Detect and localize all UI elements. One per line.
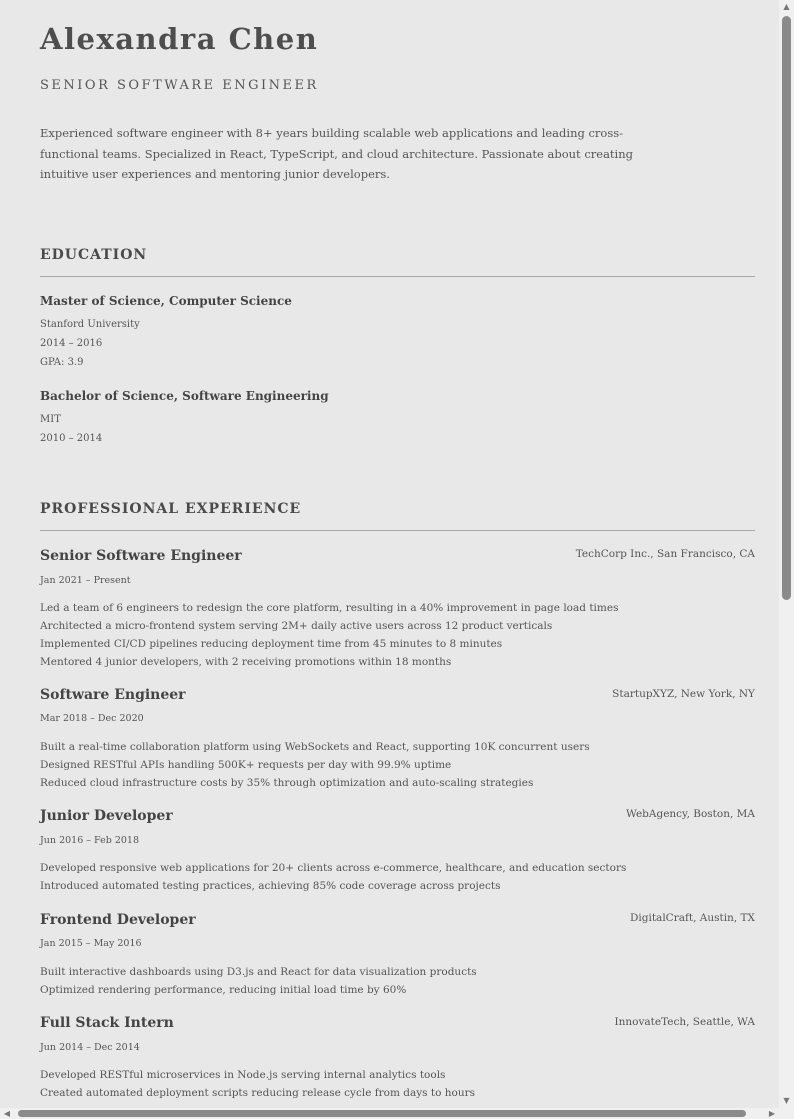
job-bullet: Architected a micro-frontend system serving 2M+ daily active users across 12 product verticals	[40, 620, 553, 632]
job-bullet: Designed RESTful APIs handling 500K+ requests per day with 99.9% uptime	[40, 759, 452, 771]
job-location: TechCorp Inc., San Francisco, CA	[575, 548, 755, 560]
job-bullet: Implemented CI/CD pipelines reducing deployment time from 45 minutes to 8 minutes	[40, 638, 503, 650]
job-bullet: Developed RESTful microservices in Node.js serving internal analytics tools	[40, 1069, 446, 1081]
job-location: InnovateTech, Seattle, WA	[614, 1016, 755, 1028]
scrollbar-corner	[779, 1108, 794, 1119]
job-bullets	[40, 963, 755, 999]
job-location: DigitalCraft, Austin, TX	[629, 912, 755, 924]
job-bullets	[40, 859, 755, 895]
job-dates: Mar 2018 – Dec 2020	[40, 713, 144, 724]
scroll-down-arrow-icon[interactable]: ▼	[783, 1096, 790, 1105]
horizontal-scroll-thumb[interactable]	[18, 1110, 746, 1117]
job-location: WebAgency, Boston, MA	[626, 808, 755, 820]
candidate-title: SENIOR SOFTWARE ENGINEER	[40, 78, 319, 93]
job-dates: Jun 2014 – Dec 2014	[40, 1042, 140, 1053]
education-school: MIT	[40, 414, 61, 425]
education-divider	[40, 276, 755, 277]
job-bullet: Led a team of 6 engineers to redesign the core platform, resulting in a 40% improvement in page load times	[40, 602, 619, 614]
summary-text: Experienced software engineer with 8+ years building scalable web applications and leading cross-functional teams. Specialized in React, TypeScript, and cloud architecture. Passionate about creating intuitive user experiences and mentoring junior developers.	[40, 126, 633, 181]
vertical-scrollbar[interactable]	[779, 0, 794, 1108]
scroll-up-arrow-icon[interactable]: ▲	[783, 2, 790, 11]
job-title: Full Stack Intern	[40, 1015, 174, 1031]
education-school: Stanford University	[40, 319, 140, 330]
job-bullet: Mentored 4 junior developers, with 2 receiving promotions within 18 months	[40, 656, 452, 668]
education-dates: 2010 – 2014	[40, 433, 103, 444]
experience-heading: PROFESSIONAL EXPERIENCE	[40, 501, 302, 517]
job-dates: Jun 2016 – Feb 2018	[40, 835, 140, 846]
horizontal-scrollbar[interactable]	[0, 1108, 779, 1119]
job-title: Software Engineer	[40, 687, 186, 703]
job-bullet: Optimized rendering performance, reducing initial load time by 60%	[40, 984, 407, 996]
education-dates: 2014 – 2016	[40, 338, 103, 349]
job-bullet: Introduced automated testing practices, achieving 85% code coverage across projects	[40, 880, 501, 892]
education-gpa: GPA: 3.9	[40, 357, 84, 368]
education-heading: EDUCATION	[40, 247, 148, 263]
job-title: Frontend Developer	[40, 912, 196, 928]
job-bullet: Built a real-time collaboration platform using WebSockets and React, supporting 10K concurrent users	[40, 741, 590, 753]
job-title: Junior Developer	[40, 808, 173, 824]
scroll-right-arrow-icon[interactable]: ▶	[768, 1109, 776, 1118]
job-bullets	[40, 738, 755, 792]
job-bullet: Reduced cloud infrastructure costs by 35% through optimization and auto-scaling strategies	[40, 777, 534, 789]
education-degree: Bachelor of Science, Software Engineering	[40, 389, 329, 403]
job-title: Senior Software Engineer	[40, 548, 242, 564]
job-bullets	[40, 1066, 755, 1102]
job-dates: Jan 2015 – May 2016	[40, 938, 142, 949]
job-bullet: Built interactive dashboards using D3.js and React for data visualization products	[40, 966, 477, 978]
job-location: StartupXYZ, New York, NY	[612, 688, 755, 700]
candidate-name: Alexandra Chen	[40, 22, 319, 56]
vertical-scroll-thumb[interactable]	[782, 16, 791, 600]
job-dates: Jan 2021 – Present	[40, 575, 131, 586]
experience-divider	[40, 530, 755, 531]
education-degree: Master of Science, Computer Science	[40, 294, 292, 308]
job-bullet: Developed responsive web applications for 20+ clients across e-commerce, healthcare, and education sectors	[40, 862, 627, 874]
scroll-left-arrow-icon[interactable]: ◀	[3, 1109, 11, 1118]
job-bullet: Created automated deployment scripts reducing release cycle from days to hours	[40, 1087, 476, 1099]
job-bullets	[40, 599, 755, 671]
